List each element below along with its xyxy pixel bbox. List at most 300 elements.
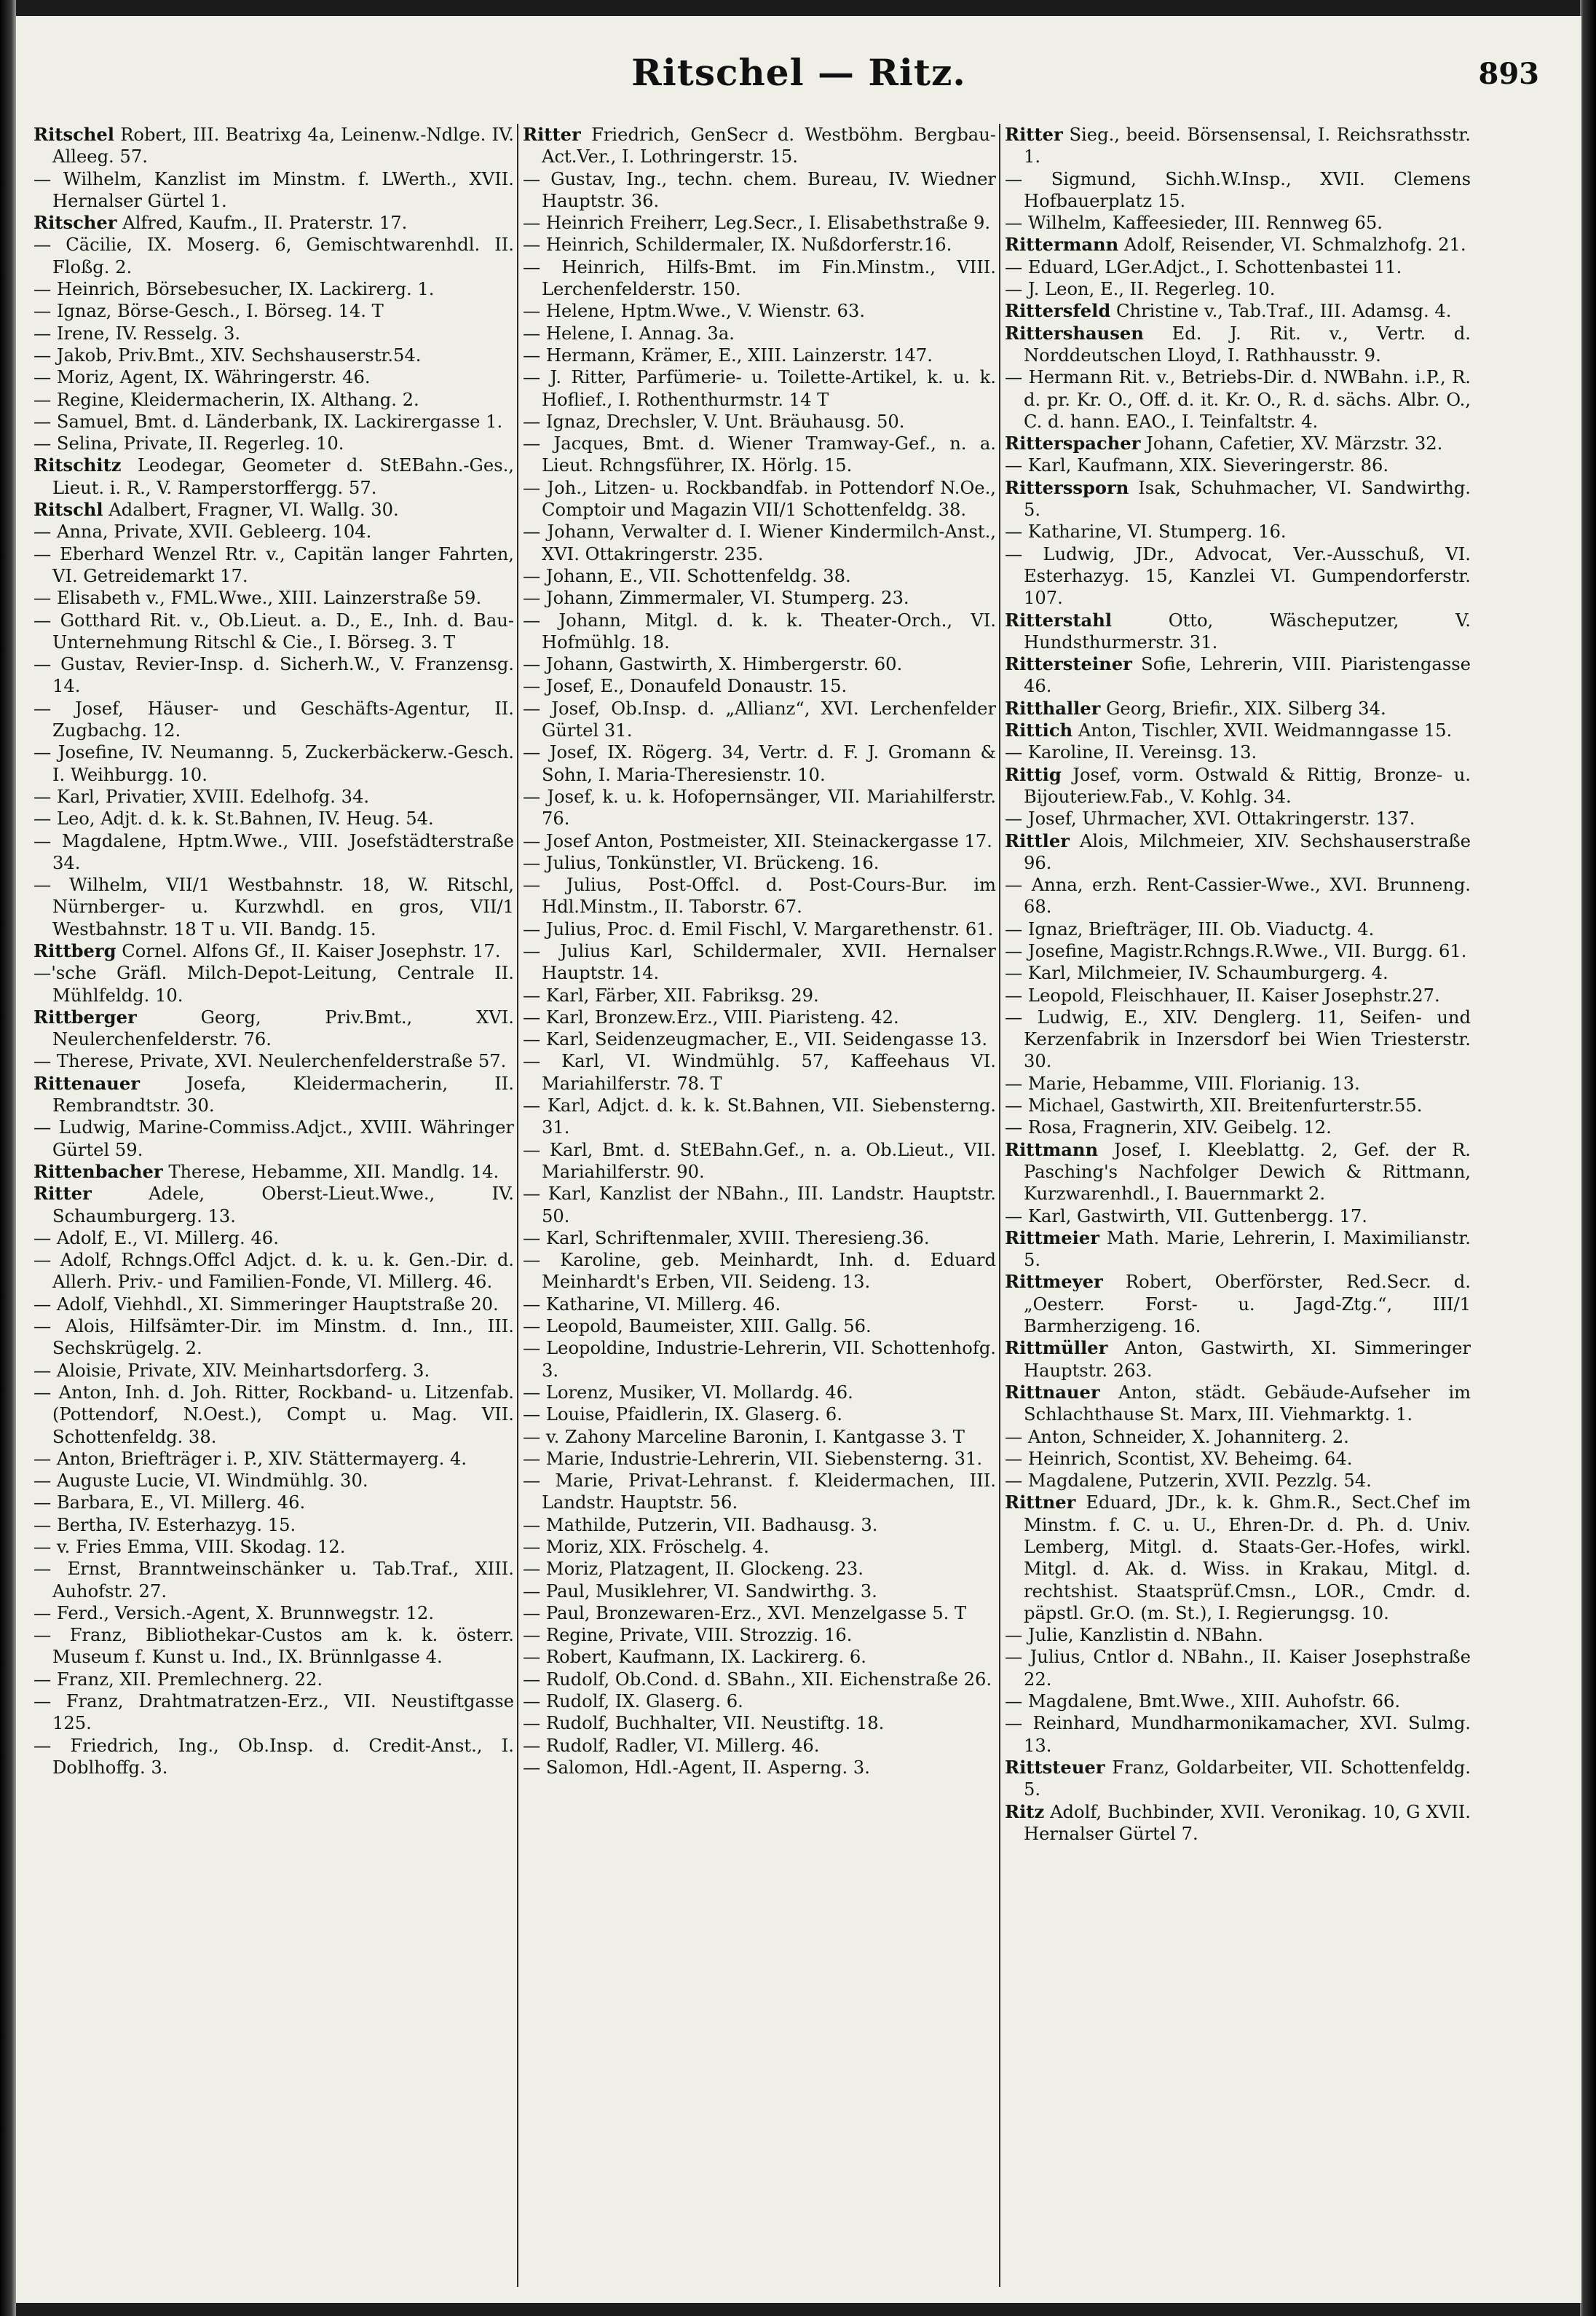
- directory-entry: [33, 499, 514, 521]
- entry-text: — Magdalene, Hptm.Wwe., VIII. Josefstädterstraße 34.: [33, 830, 514, 873]
- entry-text: — Karl, Schriftenmaler, XVIII. Theresieng.36.: [523, 1227, 930, 1248]
- entry-text: — Gotthard Rit. v., Ob.Lieut. a. D., E., Inh. d. Bau-Unternehmung Ritschl & Cie., I. Börseg. 3. T: [33, 610, 514, 653]
- entry-text: Math. Marie, Lehrerin, I. Maximilianstr. 5.: [1024, 1227, 1471, 1271]
- directory-entry: [1005, 1073, 1471, 1095]
- directory-entry: [523, 1050, 996, 1095]
- directory-entry: [1005, 720, 1471, 741]
- entry-text: — Karl, Bronzew.Erz., VIII. Piaristeng. 42.: [523, 1007, 899, 1028]
- directory-entry: [1005, 1712, 1471, 1757]
- surname-heading: Rittich: [1005, 720, 1073, 741]
- directory-entry: [523, 698, 996, 742]
- directory-entry: [33, 1558, 514, 1602]
- surname-heading: Rittershausen: [1005, 322, 1144, 344]
- surname-heading: Rittnauer: [1005, 1381, 1100, 1403]
- entry-text: — Rudolf, IX. Glaserg. 6.: [523, 1691, 743, 1712]
- directory-entry: [33, 1249, 514, 1293]
- surname-heading: Rittberger: [33, 1006, 137, 1028]
- surname-heading: Rittersfeld: [1005, 300, 1111, 322]
- directory-entry: [523, 1095, 996, 1139]
- directory-entry: [1005, 1801, 1471, 1846]
- directory-entry: [1005, 256, 1471, 278]
- directory-entry: [523, 874, 996, 918]
- entry-text: Adolf, Reisender, VI. Schmalzhofg. 21.: [1123, 235, 1466, 256]
- entry-text: — Wilhelm, Kaffeesieder, III. Rennweg 65.: [1005, 213, 1383, 234]
- entry-text: — Karl, Seidenzeugmacher, E., VII. Seidengasse 13.: [523, 1029, 988, 1050]
- directory-entry: [523, 1426, 996, 1448]
- directory-entry: [1005, 1624, 1471, 1646]
- entry-text: — Julie, Kanzlistin d. NBahn.: [1005, 1625, 1263, 1646]
- directory-entry: [523, 1448, 996, 1470]
- entry-text: Therese, Hebamme, XII. Mandlg. 14.: [168, 1161, 499, 1182]
- directory-entry: [523, 1227, 996, 1249]
- entry-text: — Alois, Hilfsämter-Dir. im Minstm. d. Inn., III. Sechskrügelg. 2.: [33, 1316, 514, 1359]
- directory-entry: [1005, 234, 1471, 256]
- surname-heading: Ritschl: [33, 499, 103, 521]
- entry-text: — Julius Karl, Schildermaler, XVII. Hernalser Hauptstr. 14.: [523, 940, 996, 984]
- directory-entry: [523, 610, 996, 654]
- surname-heading: Rittmüller: [1005, 1337, 1108, 1359]
- entry-text: — Katharine, VI. Stumperg. 16.: [1005, 521, 1287, 543]
- directory-entry: [1005, 1470, 1471, 1492]
- directory-entry: [1005, 1492, 1471, 1624]
- entry-text: — Josef, E., Donaufeld Donaustr. 15.: [523, 676, 848, 697]
- scan-edge-left: [0, 0, 16, 2316]
- directory-entry: [523, 1382, 996, 1403]
- entry-text: Johann, Cafetier, XV. Märzstr. 32.: [1146, 433, 1443, 454]
- page-header: [16, 44, 1581, 109]
- directory-entry: [523, 830, 996, 852]
- surname-heading: Rittner: [1005, 1492, 1076, 1513]
- surname-heading: Rittsteuer: [1005, 1756, 1105, 1778]
- entry-text: — Anton, Inh. d. Joh. Ritter, Rockband- u. Litzenfab. (Pottendorf, N.Oest.), Compt u. Mag. VII. Schottenfeldg. 38.: [33, 1382, 514, 1447]
- directory-entry: [33, 786, 514, 808]
- entry-text: Leodegar, Geometer d. StEBahn.-Ges., Lieut. i. R., V. Ramperstorffergg. 57.: [52, 455, 514, 498]
- directory-entry: [33, 411, 514, 433]
- directory-entry: [1005, 653, 1471, 698]
- surname-heading: Rittersteiner: [1005, 653, 1132, 675]
- entry-text: — Selina, Private, II. Regerleg. 10.: [33, 433, 344, 454]
- entry-text: — Johann, E., VII. Schottenfeldg. 38.: [523, 565, 851, 586]
- entry-text: — Josefine, Magistr.Rchngs.R.Wwe., VII. Burgg. 61.: [1005, 940, 1467, 961]
- entry-text: — Heinrich, Hilfs-Bmt. im Fin.Minstm., VIII. Lerchenfelderstr. 150.: [523, 256, 996, 300]
- directory-entry: [523, 168, 996, 213]
- directory-entry: [33, 212, 514, 234]
- entry-text: — Heinrich, Schildermaler, IX. Nußdorferstr.16.: [523, 235, 952, 256]
- directory-entry: [33, 344, 514, 366]
- entry-text: — Hermann, Krämer, E., XIII. Lainzerstr. 147.: [523, 344, 933, 366]
- surname-heading: Ritschitz: [33, 454, 122, 476]
- directory-entry: [523, 1646, 996, 1668]
- directory-entry: [523, 653, 996, 675]
- directory-entry: [33, 1227, 514, 1249]
- surname-heading: Rittmeyer: [1005, 1271, 1103, 1293]
- entry-text: — Ludwig, JDr., Advocat, Ver.-Ausschuß, VI. Esterhazyg. 15, Kanzlei VI. Gumpendorferstr. 107.: [1005, 543, 1471, 609]
- directory-entry: [523, 1602, 996, 1624]
- entry-text: — Ignaz, Briefträger, III. Ob. Viaductg. 4.: [1005, 918, 1375, 940]
- entry-text: — Heinrich, Scontist, XV. Beheimg. 64.: [1005, 1448, 1353, 1469]
- entry-text: Anton, Gastwirth, XI. Simmeringer Hauptstr. 263.: [1024, 1338, 1471, 1381]
- entry-text: Robert, Oberförster, Red.Secr. d. „Oesterr. Forst- u. Jagd-Ztg.“, III/1 Barmherzigeng. 16.: [1024, 1272, 1471, 1337]
- directory-entry: [33, 124, 514, 168]
- directory-entry: [523, 1028, 996, 1050]
- directory-entry: [523, 1757, 996, 1779]
- entry-text: — Johann, Mitgl. d. k. k. Theater-Orch., VI. Hofmühlg. 18.: [523, 610, 996, 653]
- entry-text: — J. Leon, E., II. Regerleg. 10.: [1005, 279, 1276, 300]
- scan-edge-right: [1580, 0, 1596, 2316]
- column-2: [523, 124, 996, 2294]
- directory-entry: [523, 212, 996, 234]
- entry-text: — Josef Anton, Postmeister, XII. Steinackergasse 17.: [523, 830, 992, 851]
- directory-entry: [523, 300, 996, 322]
- directory-entry: [523, 521, 996, 565]
- directory-entry: [523, 1315, 996, 1337]
- directory-entry: [523, 1558, 996, 1580]
- entry-text: — Karl, VI. Windmühlg. 57, Kaffeehaus VI. Mariahilferstr. 78. T: [523, 1051, 996, 1094]
- directory-entry: [1005, 764, 1471, 808]
- entry-text: — Jakob, Priv.Bmt., XIV. Sechshauserstr.54.: [33, 344, 422, 366]
- directory-entry: [1005, 874, 1471, 918]
- surname-heading: Ritterssporn: [1005, 476, 1129, 498]
- directory-entry: [523, 411, 996, 433]
- entry-text: — Rudolf, Radler, VI. Millerg. 46.: [523, 1735, 820, 1756]
- directory-entry: [33, 1315, 514, 1360]
- entry-text: — Paul, Bronzewaren-Erz., XVI. Menzelgasse 5. T: [523, 1602, 967, 1623]
- entry-text: — Julius, Cntlor d. NBahn., II. Kaiser Josephstraße 22.: [1005, 1647, 1471, 1690]
- entry-text: — Karl, Adjct. d. k. k. St.Bahnen, VII. Siebensterng. 31.: [523, 1095, 996, 1138]
- entry-text: — Marie, Privat-Lehranst. f. Kleidermachen, III. Landstr. Hauptstr. 56.: [523, 1470, 996, 1513]
- directory-entry: [1005, 1690, 1471, 1712]
- directory-entry: [1005, 1426, 1471, 1448]
- directory-entry: [523, 786, 996, 830]
- entry-text: — Mathilde, Putzerin, VII. Badhausg. 3.: [523, 1514, 878, 1535]
- directory-entry: [33, 610, 514, 654]
- directory-entry: [33, 1690, 514, 1735]
- column-1: [33, 124, 514, 2294]
- entry-text: — Leo, Adjt. d. k. k. St.Bahnen, IV. Heug. 54.: [33, 808, 434, 830]
- entry-text: Cornel. Alfons Gf., II. Kaiser Josephstr. 17.: [122, 940, 501, 961]
- entry-text: Ed. J. Rit. v., Vertr. d. Norddeutschen Lloyd, I. Rathhausstr. 9.: [1024, 323, 1471, 366]
- directory-entry: [523, 234, 996, 256]
- directory-entry: [1005, 1646, 1471, 1690]
- entry-text: — Katharine, VI. Millerg. 46.: [523, 1293, 781, 1315]
- entry-text: — Josef, Uhrmacher, XVI. Ottakringerstr. 137.: [1005, 808, 1415, 830]
- directory-entry: [1005, 521, 1471, 543]
- entry-text: Robert, III. Beatrixg 4a, Leinenw.-Ndlge. IV. Alleeg. 57.: [52, 125, 514, 168]
- entry-text: Franz, Goldarbeiter, VII. Schottenfeldg. 5.: [1024, 1757, 1471, 1800]
- surname-heading: Rittmann: [1005, 1138, 1099, 1160]
- entry-text: Christine v., Tab.Traf., III. Adamsg. 4.: [1115, 301, 1452, 322]
- directory-entry: [523, 1403, 996, 1425]
- entry-text: Josef, vorm. Ostwald & Rittig, Bronze- u. Bijouteriew.Fab., V. Kohlg. 34.: [1024, 764, 1471, 807]
- entry-text: — Johann, Gastwirth, X. Himbergerstr. 60.: [523, 654, 903, 675]
- directory-entry: [33, 874, 514, 940]
- entry-text: — Karl, Milchmeier, IV. Schaumburgerg. 4.: [1005, 963, 1388, 984]
- directory-entry: [523, 852, 996, 874]
- directory-entry: [523, 124, 996, 168]
- entry-text: — Irene, IV. Resselg. 3.: [33, 323, 241, 344]
- directory-entry: [33, 300, 514, 322]
- directory-entry: [523, 1514, 996, 1536]
- directory-entry: [33, 278, 514, 300]
- entry-text: — Gustav, Revier-Insp. d. Sicherh.W., V. Franzensg. 14.: [33, 654, 514, 697]
- directory-entry: [33, 1007, 514, 1051]
- entry-text: — Karoline, II. Vereinsg. 13.: [1005, 742, 1257, 763]
- directory-entry: [33, 433, 514, 454]
- directory-entry: [33, 521, 514, 543]
- directory-entry: [33, 1360, 514, 1382]
- entry-text: — Hermann Rit. v., Betriebs-Dir. d. NWBahn. i.P., R. d. pr. Kr. O., Off. d. it. Kr. O., R. d. sächs. Albr. O., C. d. hann. EAO., I. Teinfaltstr. 4.: [1005, 367, 1471, 432]
- directory-entry: [33, 1116, 514, 1161]
- directory-entry: [1005, 278, 1471, 300]
- entry-text: — Karoline, geb. Meinhardt, Inh. d. Eduard Meinhardt's Erben, VII. Seideng. 13.: [523, 1250, 996, 1293]
- directory-entry: [1005, 366, 1471, 433]
- entry-text: Adele, Oberst-Lieut.Wwe., IV. Schaumburgerg. 13.: [52, 1183, 514, 1226]
- entry-text: — Helene, Hptm.Wwe., V. Wienstr. 63.: [523, 301, 866, 322]
- directory-entry: [1005, 433, 1471, 454]
- entry-text: — Eberhard Wenzel Rtr. v., Capitän langer Fahrten, VI. Getreidemarkt 17.: [33, 543, 514, 586]
- entry-text: Anton, städt. Gebäude-Aufseher im Schlachthause St. Marx, III. Viehmarktg. 1.: [1024, 1382, 1471, 1425]
- entry-text: Alfred, Kaufm., II. Praterstr. 17.: [122, 213, 408, 234]
- entry-text: — Karl, Privatier, XVIII. Edelhofg. 34.: [33, 786, 370, 807]
- directory-entry: [33, 454, 514, 499]
- surname-heading: Ritter: [523, 124, 581, 145]
- surname-heading: Ritter: [1005, 124, 1063, 145]
- directory-entry: [33, 366, 514, 388]
- entry-text: — Karl, Gastwirth, VII. Guttenbergg. 17.: [1005, 1205, 1367, 1226]
- entry-text: — Rosa, Fragnerin, XIV. Geibelg. 12.: [1005, 1117, 1332, 1138]
- entry-text: — Lorenz, Musiker, VI. Mollardg. 46.: [523, 1382, 853, 1403]
- entry-text: — Karl, Färber, XII. Fabriksg. 29.: [523, 985, 819, 1006]
- entry-text: — Jacques, Bmt. d. Wiener Tramway-Gef., n. a. Lieut. Rchngsführer, IX. Hörlg. 15.: [523, 433, 996, 476]
- column-rule: [999, 124, 1000, 2287]
- entry-text: — Leopold, Baumeister, XIII. Gallg. 56.: [523, 1316, 872, 1337]
- surname-heading: Ritterspacher: [1005, 433, 1141, 454]
- directory-entry: [33, 698, 514, 742]
- surname-heading: Ritschel: [33, 124, 114, 145]
- directory-entry: [33, 830, 514, 875]
- entry-text: — Julius, Proc. d. Emil Fischl, V. Margarethenstr. 61.: [523, 918, 994, 940]
- directory-entry: [1005, 1116, 1471, 1138]
- entry-text: —'sche Gräfl. Milch-Depot-Leitung, Centrale II. Mühlfeldg. 10.: [33, 963, 514, 1006]
- entry-text: — Friedrich, Ing., Ob.Insp. d. Credit-Anst., I. Doblhoffg. 3.: [33, 1735, 514, 1778]
- entry-text: Alois, Milchmeier, XIV. Sechshauserstraße 96.: [1024, 830, 1471, 873]
- directory-entry: [523, 1007, 996, 1028]
- page-number: 893: [1478, 57, 1539, 91]
- entry-text: — Wilhelm, VII/1 Westbahnstr. 18, W. Ritschl, Nürnberger- u. Kurzwhdl. en gros, VII/1 Westbahnstr. 18 T u. VII. Bandg. 15.: [33, 875, 514, 940]
- entry-text: — Ludwig, E., XIV. Denglerg. 11, Seifen- und Kerzenfabrik in Inzersdorf bei Wien Triesterstr. 30.: [1005, 1007, 1471, 1072]
- entry-text: Georg, Priv.Bmt., XVI. Neulerchenfelderstr. 76.: [52, 1007, 514, 1050]
- entry-text: — Franz, Bibliothekar-Custos am k. k. österr. Museum f. Kunst u. Ind., IX. Brünnlgasse 4.: [33, 1625, 514, 1668]
- entry-text: Adolf, Buchbinder, XVII. Veronikag. 10, G XVII. Hernalser Gürtel 7.: [1024, 1801, 1471, 1844]
- directory-entry: [33, 1735, 514, 1779]
- entry-text: — Leopold, Fleischhauer, II. Kaiser Josephstr.27.: [1005, 985, 1440, 1006]
- directory-entry: [33, 587, 514, 609]
- surname-heading: Ritter: [33, 1183, 92, 1205]
- surname-heading: Rittermann: [1005, 234, 1119, 256]
- entry-text: — Barbara, E., VI. Millerg. 46.: [33, 1492, 306, 1513]
- directory-entry: [33, 808, 514, 830]
- directory-entry: [523, 985, 996, 1007]
- entry-text: — J. Ritter, Parfümerie- u. Toilette-Artikel, k. u. k. Hoflief., I. Rothenthurmstr. 14 T: [523, 367, 996, 410]
- directory-entry: [33, 940, 514, 962]
- directory-entry: [1005, 1095, 1471, 1116]
- directory-entry: [33, 1382, 514, 1448]
- directory-entry: [33, 543, 514, 588]
- directory-entry: [33, 1470, 514, 1492]
- surname-heading: Ritterstahl: [1005, 609, 1113, 631]
- entry-text: — Franz, XII. Premlechnerg. 22.: [33, 1669, 323, 1690]
- directory-entry: [523, 1470, 996, 1514]
- directory-entry: [1005, 124, 1471, 168]
- directory-entry: [523, 741, 996, 786]
- directory-entry: [523, 1690, 996, 1712]
- entry-text: Adalbert, Fragner, VI. Wallg. 30.: [108, 500, 399, 521]
- directory-entry: [1005, 962, 1471, 984]
- directory-entry: [1005, 1205, 1471, 1227]
- directory-entry: [523, 1712, 996, 1734]
- entry-text: Isak, Schuhmacher, VI. Sandwirthg. 5.: [1024, 477, 1471, 521]
- surname-heading: Ritscher: [33, 212, 117, 234]
- entry-text: Otto, Wäscheputzer, V. Hundsthurmerstr. 31.: [1024, 610, 1471, 653]
- directory-entry: [1005, 808, 1471, 830]
- entry-text: — Josef, k. u. k. Hofopernsänger, VII. Mariahilferstr. 76.: [523, 786, 996, 830]
- entry-text: — Karl, Kanzlist der NBahn., III. Landstr. Hauptstr. 50.: [523, 1183, 996, 1226]
- entry-text: — Julius, Post-Offcl. d. Post-Cours-Bur. im Hdl.Minstm., II. Taborstr. 67.: [523, 875, 996, 918]
- surname-heading: Rittler: [1005, 830, 1070, 851]
- directory-entry: [33, 1492, 514, 1513]
- directory-entry: [33, 1448, 514, 1470]
- entry-text: — v. Zahony Marceline Baronin, I. Kantgasse 3. T: [523, 1426, 965, 1447]
- entry-text: — Michael, Gastwirth, XII. Breitenfurterstr.55.: [1005, 1095, 1423, 1116]
- directory-entry: [523, 565, 996, 587]
- directory-entry: [33, 1183, 514, 1227]
- entry-text: — Karl, Kaufmann, XIX. Sieveringerstr. 86.: [1005, 455, 1389, 476]
- directory-entry: [1005, 323, 1471, 367]
- directory-entry: [1005, 741, 1471, 763]
- directory-entry: [523, 918, 996, 940]
- entry-text: — Aloisie, Private, XIV. Meinhartsdorferg. 3.: [33, 1360, 430, 1381]
- directory-entry: [33, 389, 514, 411]
- entry-text: — Anna, erzh. Rent-Cassier-Wwe., XVI. Brunneng. 68.: [1005, 875, 1471, 918]
- directory-entry: [523, 323, 996, 344]
- entry-text: — Magdalene, Bmt.Wwe., XIII. Auhofstr. 66.: [1005, 1691, 1401, 1712]
- directory-entry: [1005, 830, 1471, 875]
- surname-heading: Rittenauer: [33, 1072, 140, 1094]
- directory-entry: [33, 168, 514, 213]
- directory-entry: [1005, 168, 1471, 213]
- directory-entry: [1005, 454, 1471, 476]
- directory-entry: [523, 433, 996, 477]
- entry-text: — Heinrich Freiherr, Leg.Secr., I. Elisabethstraße 9.: [523, 213, 991, 234]
- entry-text: — Therese, Private, XVI. Neulerchenfelderstraße 57.: [33, 1051, 507, 1072]
- entry-text: — Leopoldine, Industrie-Lehrerin, VII. Schottenhofg. 3.: [523, 1338, 996, 1381]
- entry-text: — Moriz, XIX. Fröschelg. 4.: [523, 1537, 770, 1557]
- entry-text: — Gustav, Ing., techn. chem. Bureau, IV. Wiedner Hauptstr. 36.: [523, 168, 996, 211]
- directory-entry: [523, 1735, 996, 1757]
- entry-text: — Karl, Bmt. d. StEBahn.Gef., n. a. Ob.Lieut., VII. Mariahilferstr. 90.: [523, 1139, 996, 1182]
- entry-text: — Anton, Schneider, X. Johanniterg. 2.: [1005, 1426, 1349, 1447]
- entry-text: Eduard, JDr., k. k. Ghm.R., Sect.Chef im Minstm. f. C. u. U., Ehren-Dr. d. Ph. d. Univ. Lemberg, Mitgl. d. Staats-Ger.-Hofes, wirkl. Mitgl. d. Ak. d. Wiss. in Krakau, Mitgl. d. rechtshist. Staatsprüf.Cmsn., LOR., Cmdr. d. päpstl. Gr.O. (m. St.), I. Regierungsg. 10.: [1024, 1492, 1471, 1623]
- directory-entry: [1005, 918, 1471, 940]
- entry-text: — Reinhard, Mundharmonikamacher, XVI. Sulmg. 13.: [1005, 1713, 1471, 1756]
- entry-text: — Julius, Tonkünstler, VI. Brückeng. 16.: [523, 852, 880, 873]
- directory-entry: [33, 1293, 514, 1315]
- directory-entry: [523, 366, 996, 411]
- directory-entry: [33, 1161, 514, 1183]
- entry-text: — Ignaz, Börse-Gesch., I. Börseg. 14. T: [33, 301, 384, 322]
- directory-entry: [33, 1669, 514, 1690]
- entry-text: — Ernst, Branntweinschänker u. Tab.Traf., XIII. Auhofstr. 27.: [33, 1559, 514, 1602]
- entry-text: — Marie, Industrie-Lehrerin, VII. Siebensterng. 31.: [523, 1448, 983, 1469]
- directory-entry: [1005, 1007, 1471, 1073]
- entry-text: — Anna, Private, XVII. Gebleerg. 104.: [33, 521, 372, 543]
- directory-entry: [33, 962, 514, 1007]
- entry-text: Sieg., beeid. Börsensensal, I. Reichsrathsstr. 1.: [1024, 125, 1471, 168]
- directory-entry: [1005, 940, 1471, 962]
- directory-entry: [523, 940, 996, 985]
- entry-text: — Ignaz, Drechsler, V. Unt. Bräuhausg. 50.: [523, 411, 905, 432]
- column-3: [1005, 124, 1471, 2294]
- running-title: Ritschel — Ritz.: [631, 51, 966, 94]
- directory-entry: [523, 1536, 996, 1558]
- directory-entry: [33, 234, 514, 278]
- entry-text: Sofie, Lehrerin, VIII. Piaristengasse 46.: [1024, 654, 1471, 697]
- entry-text: Georg, Briefir., XIX. Silberg 34.: [1106, 698, 1386, 719]
- entry-text: — Cäcilie, IX. Moserg. 6, Gemischtwarenhdl. II. Floßg. 2.: [33, 235, 514, 277]
- entry-text: — Sigmund, Sichh.W.Insp., XVII. Clemens Hofbauerplatz 15.: [1005, 168, 1471, 211]
- entry-text: — Johann, Verwalter d. I. Wiener Kindermilch-Anst., XVI. Ottakringerstr. 235.: [523, 521, 996, 564]
- entry-text: — Bertha, IV. Esterhazyg. 15.: [33, 1514, 296, 1535]
- directory-entry: [33, 1624, 514, 1669]
- entry-text: — Franz, Drahtmatratzen-Erz., VII. Neustiftgasse 125.: [33, 1691, 514, 1734]
- directory-entry: [1005, 698, 1471, 720]
- directory-entry: [1005, 1139, 1471, 1205]
- directory-entry: [1005, 985, 1471, 1007]
- directory-entry: [1005, 1757, 1471, 1801]
- entry-text: — Louise, Pfaidlerin, IX. Glaserg. 6.: [523, 1404, 842, 1425]
- surname-heading: Ritz: [1005, 1800, 1045, 1822]
- directory-entry: [523, 1580, 996, 1602]
- directory-entry: [523, 1293, 996, 1315]
- entry-text: — Rudolf, Buchhalter, VII. Neustiftg. 18.: [523, 1713, 885, 1734]
- directory-entry: [523, 256, 996, 301]
- entry-text: — Marie, Hebamme, VIII. Florianig. 13.: [1005, 1073, 1360, 1094]
- entry-text: — Elisabeth v., FML.Wwe., XIII. Lainzerstraße 59.: [33, 588, 482, 609]
- entry-text: — Robert, Kaufmann, IX. Lackirerg. 6.: [523, 1647, 866, 1668]
- directory-entry: [523, 1669, 996, 1690]
- entry-text: — Moriz, Agent, IX. Währingerstr. 46.: [33, 367, 371, 388]
- entry-text: — Helene, I. Annag. 3a.: [523, 323, 735, 344]
- directory-entry: [523, 1249, 996, 1293]
- directory-entry: [33, 1536, 514, 1558]
- entry-text: — Josef, Ob.Insp. d. „Allianz“, XVI. Lerchenfelder Gürtel 31.: [523, 698, 996, 741]
- column-rule: [517, 124, 518, 2287]
- surname-heading: Rittberg: [33, 940, 116, 961]
- entry-text: — Magdalene, Putzerin, XVII. Pezzlg. 54.: [1005, 1470, 1372, 1492]
- directory-entry: [1005, 543, 1471, 610]
- surname-heading: Rittenbacher: [33, 1160, 163, 1182]
- entry-text: — Adolf, E., VI. Millerg. 46.: [33, 1227, 279, 1248]
- directory-entry: [33, 1073, 514, 1117]
- surname-heading: Rittmeier: [1005, 1226, 1099, 1248]
- entry-text: — Regine, Kleidermacherin, IX. Althang. 2.: [33, 389, 419, 410]
- entry-text: — Heinrich, Börsebesucher, IX. Lackirerg. 1.: [33, 279, 435, 300]
- directory-entry: [1005, 1448, 1471, 1470]
- entry-text: — v. Fries Emma, VIII. Skodag. 12.: [33, 1537, 346, 1557]
- entry-text: Friedrich, GenSecr d. Westböhm. Bergbau-Act.Ver., I. Lothringerstr. 15.: [542, 125, 996, 168]
- entry-text: — Ludwig, Marine-Commiss.Adjct., XVIII. Währinger Gürtel 59.: [33, 1117, 514, 1160]
- directory-entry: [1005, 1227, 1471, 1272]
